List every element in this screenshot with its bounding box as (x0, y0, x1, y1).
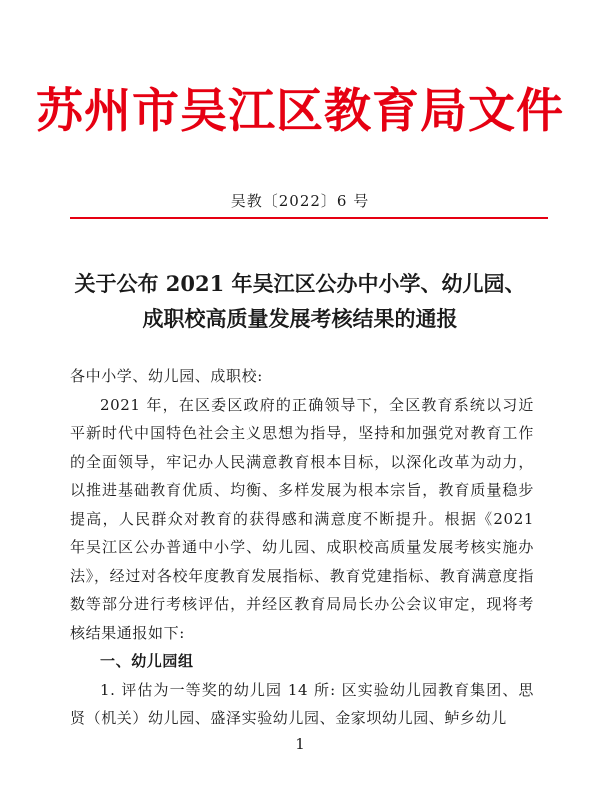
body-paragraph: 2021 年，在区委区政府的正确领导下，全区教育系统以习近平新时代中国特色社会主义思想为指导，坚持和加强党对教育工作的全面领导，牢记办人民满意教育根本目标，以深化改革为动力，以推进基础教育优质、均衡、多样发展为根本宗旨，教育质量稳步提高，人民群众对教育的获得感和满意度不断提升。根据《2021 年吴江区公办普通中小学、幼儿园、成职校高质量发展考核实施办法》，经过对各校年度教育发展指标、教育党建指标、教育满意度指数等部分进行考核评估，并经区教育局局长办公会议审定，现将考核结果通报如下: (70, 395, 534, 642)
red-divider-line (70, 217, 548, 219)
document-body (70, 362, 534, 733)
list-item-first-prize: 1. 评估为一等奖的幼儿园 14 所: 区实验幼儿园教育集团、思贤（机关）幼儿园、盛泽实验幼儿园、金家坝幼儿园、鲈乡幼儿 (70, 680, 534, 727)
document-header-title: 苏州市吴江区教育局文件 (36, 84, 564, 139)
section-heading-kindergarten: 一、幼儿园组 (100, 652, 194, 670)
document-number: 吴教〔2022〕6 号 (230, 192, 370, 210)
notice-title-line-1: 关于公布 2021 年吴江区公办中小学、幼儿园、 (74, 271, 526, 296)
notice-title-line-2: 成职校高质量发展考核结果的通报 (142, 306, 458, 331)
salutation: 各中小学、幼儿园、成职校: (70, 367, 263, 385)
notice-title (0, 266, 600, 336)
page-number: 1 (295, 735, 305, 753)
